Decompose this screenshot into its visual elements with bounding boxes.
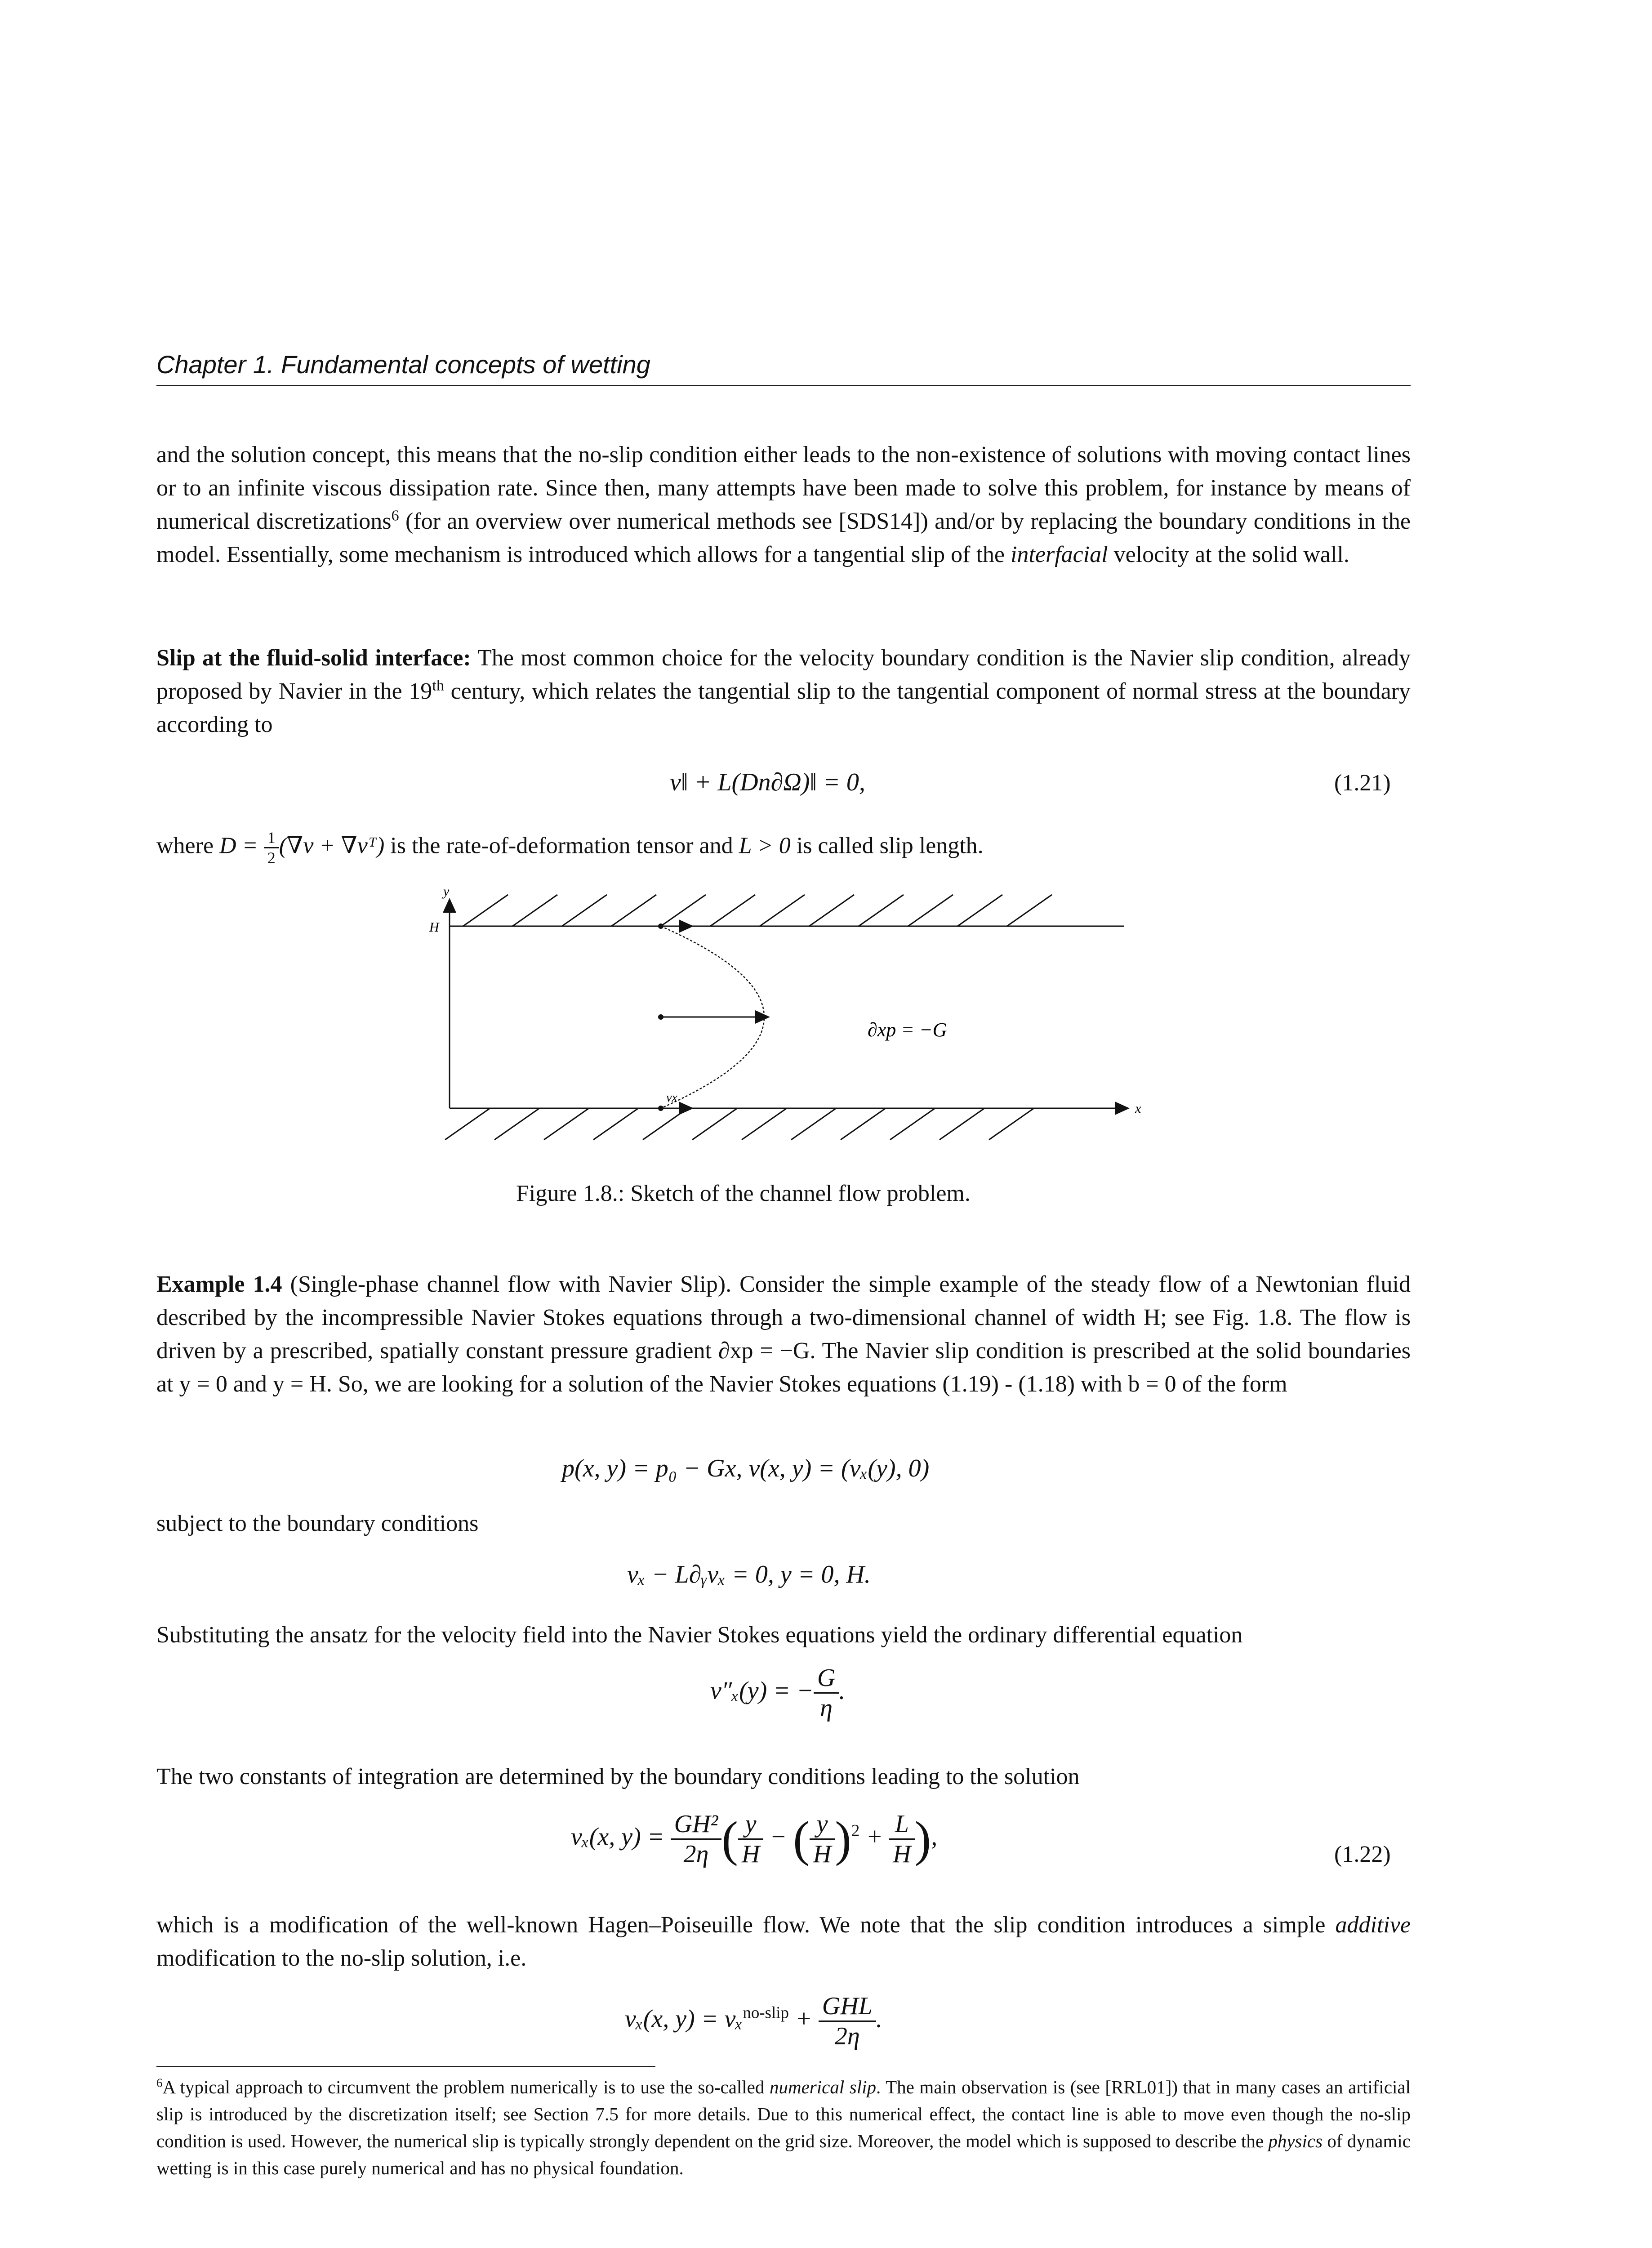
where-grad: (∇v + ∇vᵀ) <box>279 833 385 859</box>
footnote-emph1: numerical slip <box>769 2077 877 2097</box>
where-D: D = <box>219 833 264 859</box>
footnote-ref-6[interactable]: 6 <box>391 507 399 524</box>
footnote-mark: 6 <box>156 2076 163 2090</box>
bottom-wall-hatching <box>445 1108 1034 1140</box>
eq22-t2-num: y <box>810 1810 835 1840</box>
eq22-square: 2 <box>851 1821 860 1840</box>
final-fraction <box>819 1992 876 2051</box>
solution-intro: The two constants of integration are determined by the boundary conditions leading to the solution <box>156 1764 1080 1789</box>
eq22-pref-den: 2η <box>683 1840 709 1868</box>
eq22-prefactor <box>671 1810 722 1869</box>
equation-1-22: vₓ(x, y) = $\frac{\text{GH²}}{2\eta}$ ( $\frac{y}{H}$ − ( $\frac{y}{H}$ )$^2$ + $\frac{L}{H}$ ), <box>571 1810 938 1868</box>
paragraph-hagen-poiseuille <box>156 1909 1411 1975</box>
eq22-minus: − <box>763 1823 793 1851</box>
where-text-b: is the rate-of-deformation tensor and <box>384 833 739 859</box>
channel-flow-figure <box>405 881 1169 1160</box>
eq22-term3 <box>889 1810 914 1869</box>
ode-num: G <box>814 1664 839 1694</box>
example-text: Consider the simple example of the steady flow of a Newtonian fluid described by the incompressible Navier Stokes equations through a two-dimensional channel of width H; see Fig. 1.8. The flow is driven by a prescribed, spatially constant pressure gradient ∂xp = −G. The Navier slip condition is prescribed at the solid boundaries at y = 0 and y = H. So, we are looking for a solution of the Navier Stokes equations (1.19) - (1.18) with b = 0 of the form <box>156 1271 1411 1397</box>
final-num: GHL <box>819 1992 876 2022</box>
hagen-text-a: which is a modification of the well-known Hagen–Poiseuille flow. We note that the slip condition introduces a simple <box>156 1912 1336 1938</box>
ode-fraction <box>814 1664 839 1722</box>
final-end: . <box>876 2005 882 2033</box>
H-label: H <box>429 920 439 935</box>
final-den: 2η <box>834 2022 860 2050</box>
footnote-rule <box>156 2066 655 2067</box>
equation-number-1-21: (1.21) <box>1334 770 1391 796</box>
eq22-end: , <box>931 1823 938 1851</box>
footnote-text-b: . The main observation is (see [RRL01]) that in many cases an artificial slip is introduced by the discretization itself; see Section 7.5 for more details. Due to this numerical effect, the contact line is able to move even though the no-slip condition is used. However, the numerical slip is typically strongly dependent on the grid size. Moreover, the model which is supposed to describe the <box>156 2077 1411 2151</box>
eq22-t3-num: L <box>889 1810 914 1840</box>
final-sup: no-slip <box>743 2003 789 2022</box>
header-rule <box>156 385 1411 386</box>
ode-intro: Substituting the ansatz for the velocity field into the Navier Stokes equations yield the ordinary differential equation <box>156 1622 1243 1648</box>
x-axis-label: x <box>1135 1101 1141 1116</box>
paragraph1-emph: interfacial <box>1010 542 1108 567</box>
vx-label: vx <box>666 1091 677 1105</box>
figure-caption: Figure 1.8.: Sketch of the channel flow problem. <box>516 1181 971 1206</box>
footnote-text-a: A typical approach to circumvent the problem numerically is to use the so-called <box>162 2077 770 2097</box>
profile-point-middle <box>658 1014 663 1020</box>
where-text-c: is called slip length. <box>790 833 984 859</box>
paragraph1-text-b: (for an overview over numerical methods see [SDS14]) and/or by replacing the boundary conditions in the model. Essentially, some mechanism is introduced which allows for a tangential slip of the <box>156 508 1411 567</box>
equation-boundary-conditions: vₓ − L∂ᵧvₓ = 0, y = 0, H. <box>627 1561 871 1588</box>
where-line <box>156 828 984 867</box>
eq22-lhs: vₓ(x, y) = <box>571 1823 671 1851</box>
ode-end: . <box>839 1677 846 1705</box>
eq22-term2 <box>810 1810 835 1869</box>
ode-lhs: v″ₓ(y) = − <box>710 1677 814 1705</box>
equation-slip-solution <box>625 1992 882 2051</box>
bc-intro: subject to the boundary conditions <box>156 1511 479 1536</box>
eq22-t1-den: H <box>741 1840 760 1868</box>
ode-den: η <box>820 1694 833 1722</box>
running-header: Chapter 1. Fundamental concepts of wetting <box>156 350 650 379</box>
eq22-term1 <box>738 1810 763 1869</box>
eq22-t3-den: H <box>893 1840 911 1868</box>
paragraph1-text-c: velocity at the solid wall. <box>1108 542 1349 567</box>
slip-sup: th <box>432 677 445 694</box>
eq22-pref-num: GH² <box>671 1810 722 1840</box>
footnote-text-c: of dynamic wetting is in this case purely numerical and has no physical foundation. <box>156 2131 1411 2178</box>
half-num: 1 <box>264 828 279 848</box>
paragraph1-text-a: and the solution concept, this means that the no-slip condition either leads to the non-existence of solutions with moving contact lines or to an infinite viscous dissipation rate. Since then, many attempts have been made to solve this problem, for instance by means of numerical discretizations <box>156 442 1411 534</box>
slip-text-b: century, which relates the tangential slip to the tangential component of normal stress at the boundary according to <box>156 678 1411 737</box>
example-title: Example 1.4 <box>156 1271 282 1297</box>
eq22-plus: + <box>859 1823 890 1851</box>
where-L: L > 0 <box>739 833 791 859</box>
example-1-4 <box>156 1268 1411 1401</box>
half-fraction <box>264 828 279 867</box>
profile-point-bottom <box>658 1106 663 1111</box>
equation-1-21: v‖ + L(Dn∂Ω)‖ = 0, <box>670 768 865 796</box>
slip-heading: Slip at the fluid-solid interface: <box>156 645 471 671</box>
final-lhs: vₓ(x, y) = vₓ <box>625 2005 743 2033</box>
equation-number-1-22: (1.22) <box>1334 1842 1391 1867</box>
footnote-6 <box>156 2074 1411 2181</box>
paragraph-solution-concept <box>156 438 1411 571</box>
example-subtitle: (Single-phase channel flow with Navier Slip). <box>282 1271 732 1297</box>
eq22-t2-den: H <box>813 1840 832 1868</box>
where-text-a: where <box>156 833 220 859</box>
equation-ansatz: p(x, y) = p₀ − Gx, v(x, y) = (vₓ(y), 0) <box>562 1454 930 1482</box>
paragraph-navier-slip <box>156 642 1411 741</box>
y-axis-label: y <box>443 884 450 899</box>
half-den: 2 <box>267 849 276 867</box>
top-wall-hatching <box>463 895 1052 926</box>
hagen-emph: additive <box>1335 1912 1411 1938</box>
hagen-text-b: modification to the no-slip solution, i.e. <box>156 1945 527 1971</box>
footnote-emph2: physics <box>1268 2131 1323 2151</box>
equation-ode <box>710 1664 845 1722</box>
profile-point-top <box>658 923 663 929</box>
eq22-t1-num: y <box>738 1810 763 1840</box>
slip-text-a: The most common choice for the velocity boundary condition is the Navier slip condition, already proposed by Navier in the 19 <box>156 645 1411 704</box>
final-plus: + <box>789 2005 819 2033</box>
pressure-gradient-label: ∂xp = −G <box>868 1019 947 1041</box>
